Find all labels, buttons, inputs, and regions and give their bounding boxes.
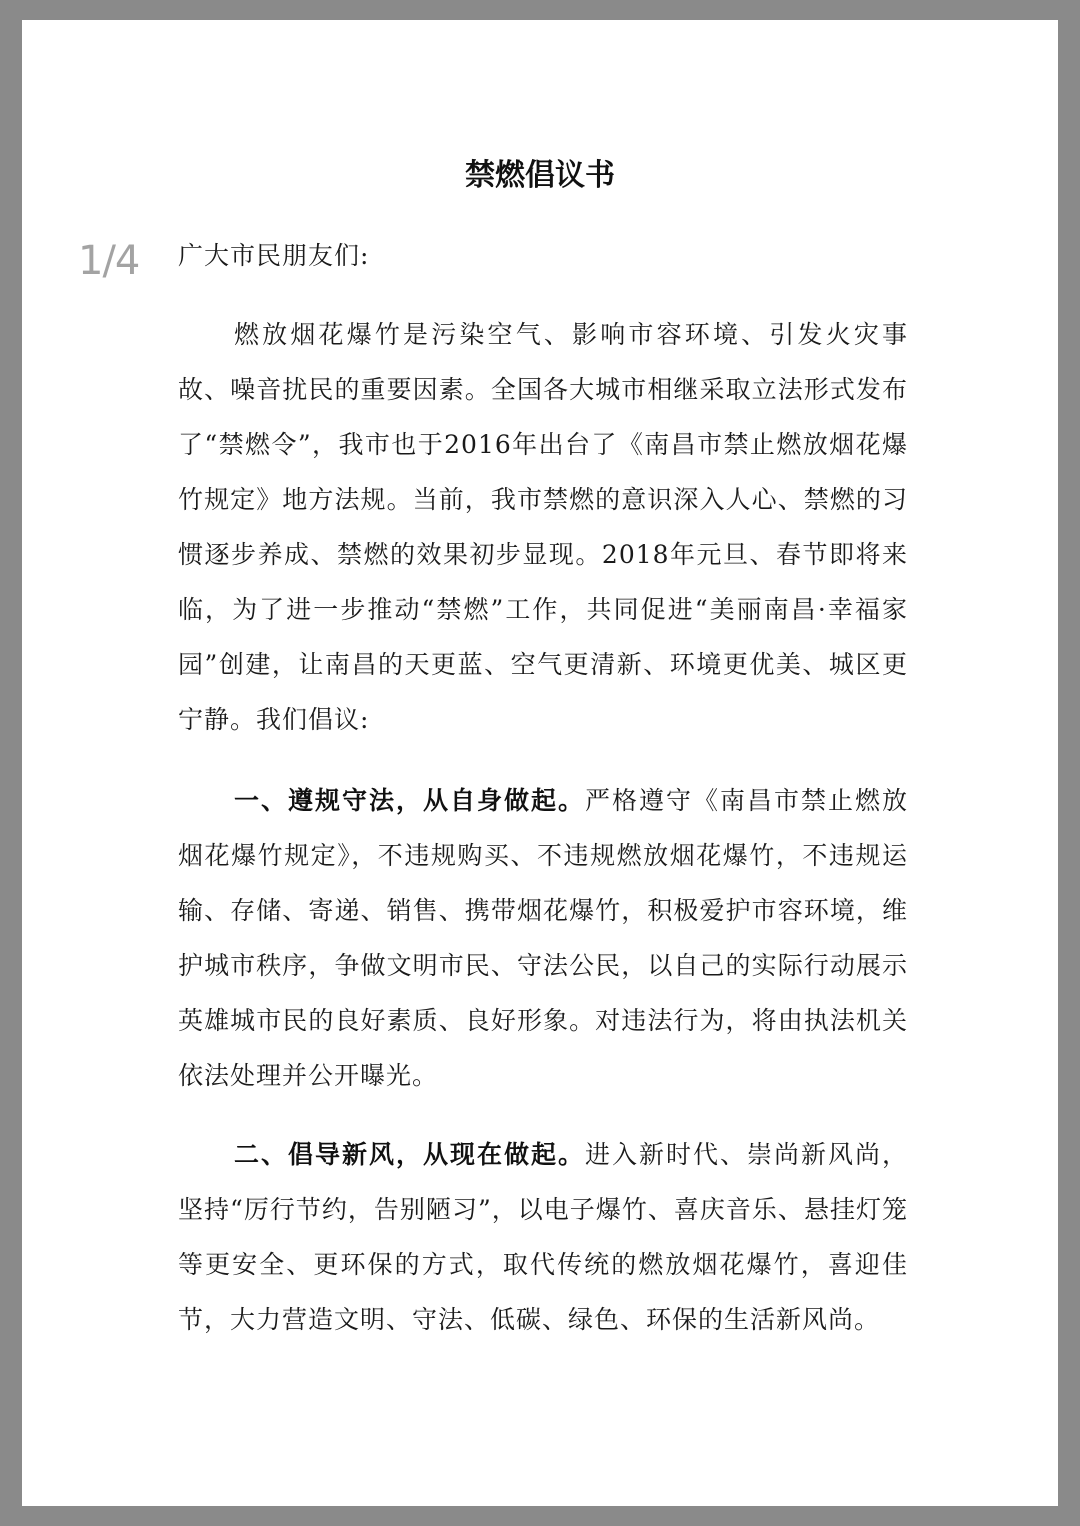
paragraph-text: 燃放烟花爆竹是污染空气、影响市容环境、引发火灾事故、噪音扰民的重要因素。全国各大城市相继采取立法形式发布了“禁燃令”，我市也于2016年出台了《南昌市禁止燃放烟花爆竹规定》地方法规。当前，我市禁燃的意识深入人心、禁燃的习惯逐步养成、禁燃的效果初步显现。2018年元旦、春节即将来临，为了进一步推动“禁燃”工作，共同促进“美丽南昌·幸福家园”创建，让南昌的天更蓝、空气更清新、环境更优美、城区更宁静。我们倡议:: [178, 320, 908, 734]
paragraph-lead: 一、遵规守法，从自身做起。: [234, 786, 585, 815]
paragraph-point-1: [178, 773, 908, 1103]
paragraph-text: 进入新时代、崇尚新风尚，坚持“厉行节约，告别陋习”，以电子爆竹、喜庆音乐、悬挂灯笼等更安全、更环保的方式，取代传统的燃放烟花爆竹，喜迎佳节，大力营造文明、守法、低碳、绿色、环保的生活新风尚。: [178, 1140, 908, 1334]
paragraph-point-2: [178, 1127, 908, 1347]
page-indicator: 1/4: [78, 238, 140, 284]
paragraph-text: 严格遵守《南昌市禁止燃放烟花爆竹规定》，不违规购买、不违规燃放烟花爆竹，不违规运输、存储、寄递、销售、携带烟花爆竹，积极爱护市容环境，维护城市秩序，争做文明市民、守法公民，以自己的实际行动展示英雄城市民的良好素质、良好形象。对违法行为，将由执法机关依法处理并公开曝光。: [178, 786, 908, 1090]
document-title: 禁燃倡议书: [465, 158, 615, 193]
paragraph-lead: 二、倡导新风，从现在做起。: [234, 1140, 585, 1169]
salutation: 广大市民朋友们:: [178, 241, 370, 270]
paragraph-intro: [178, 307, 908, 747]
